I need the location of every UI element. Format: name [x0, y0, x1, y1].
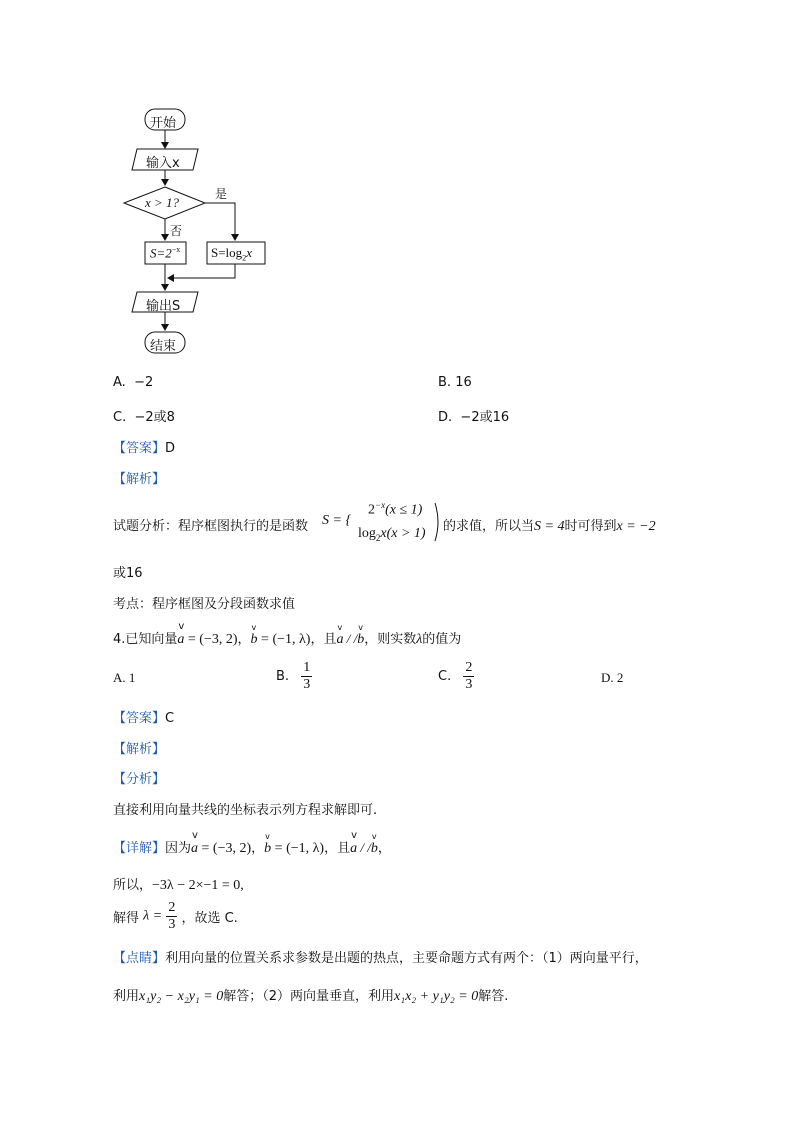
- q4-jiede: 解得 λ = $\frac{2}{3}$ ，故选 C.: [113, 900, 238, 932]
- q3-kaodian: 考点：程序框图及分段函数求值: [113, 597, 296, 612]
- q3-analysis-tag: 【解析】: [113, 472, 166, 487]
- fc-yes-label: 是: [215, 187, 228, 201]
- q4-lambda-frac: $\frac{2}{3}$: [168, 900, 176, 932]
- q3-analysis-prefix: 试题分析：程序框图执行的是函数: [113, 519, 309, 534]
- fc-no-label: 否: [170, 224, 183, 238]
- q3-option-a: A. −2: [113, 375, 154, 390]
- q3-answer: 【答案】D: [113, 441, 176, 456]
- q4-option-b-frac: $\frac{1}{3}$: [303, 660, 311, 692]
- q3-analysis-line2: 或16: [113, 566, 143, 581]
- fc-input-label: [146, 152, 180, 171]
- fc-start-label: 开始: [150, 116, 177, 131]
- q3-piece-right-paren: [434, 502, 442, 542]
- fc-decision-label: x > 1?: [145, 195, 180, 210]
- q3-option-d: D. −2或16: [438, 410, 510, 425]
- q3-func-s: S = {: [322, 513, 352, 528]
- fc-input-text: 输入x: [146, 156, 180, 171]
- q4-option-c: C. $\frac{2}{3}$: [438, 660, 473, 692]
- q4-option-d: D. 2: [601, 670, 624, 685]
- q4-option-c-frac: $\frac{2}{3}$: [465, 660, 473, 692]
- fc-right-box-label: $S=\log_2x$: [211, 245, 252, 263]
- q4-dianjing-line1: 【点睛】利用向量的位置关系求参数是出题的热点，主要命题方式有两个：（1）两向量平行，: [113, 951, 648, 966]
- fc-end-label: 结束: [150, 339, 177, 354]
- q4-answer: 【答案】C: [113, 711, 175, 726]
- q4-option-a: A. 1: [113, 670, 136, 685]
- q4-fenxi-text: 直接利用向量共线的坐标表示列方程求解即可.: [113, 803, 378, 818]
- q4-detail: 【详解】因为v a = (−3, 2)，v b = (−1, λ)，且v a / /v b，: [113, 837, 391, 857]
- fc-left-box-label: $S=2^{-x}$: [150, 245, 181, 261]
- q3-piece-2: $\log_2x(x > 1)$: [358, 526, 426, 543]
- q4-dianjing-line2: 利用x₁y₂ − x₂y₁ = 0解答；（2）两向量垂直，利用x₁x₂ + y₁y₂ = 0解答.: [113, 989, 509, 1004]
- q3-piece-1: $2^{-x}(x \le 1)$: [368, 500, 423, 518]
- q4-stem: 4.已知向量v a = (−3, 2)，v b = (−1, λ)，且v a / /v b，则实数λ的值为: [113, 628, 461, 648]
- q4-analysis-tag: 【解析】: [113, 742, 166, 757]
- q3-analysis-suffix: 的求值，所以当S = 4时可得到x = −2: [443, 519, 656, 534]
- q3-option-c: C. −2或8: [113, 410, 175, 425]
- q3-option-b: B. 16: [438, 375, 472, 390]
- q4-suoyi: 所以，−3λ − 2×−1 = 0,: [113, 878, 244, 893]
- fc-output-label: 输出S: [146, 299, 181, 314]
- q4-option-b: B. $\frac{1}{3}$: [276, 660, 311, 692]
- q4-fenxi-tag: 【分析】: [113, 772, 166, 787]
